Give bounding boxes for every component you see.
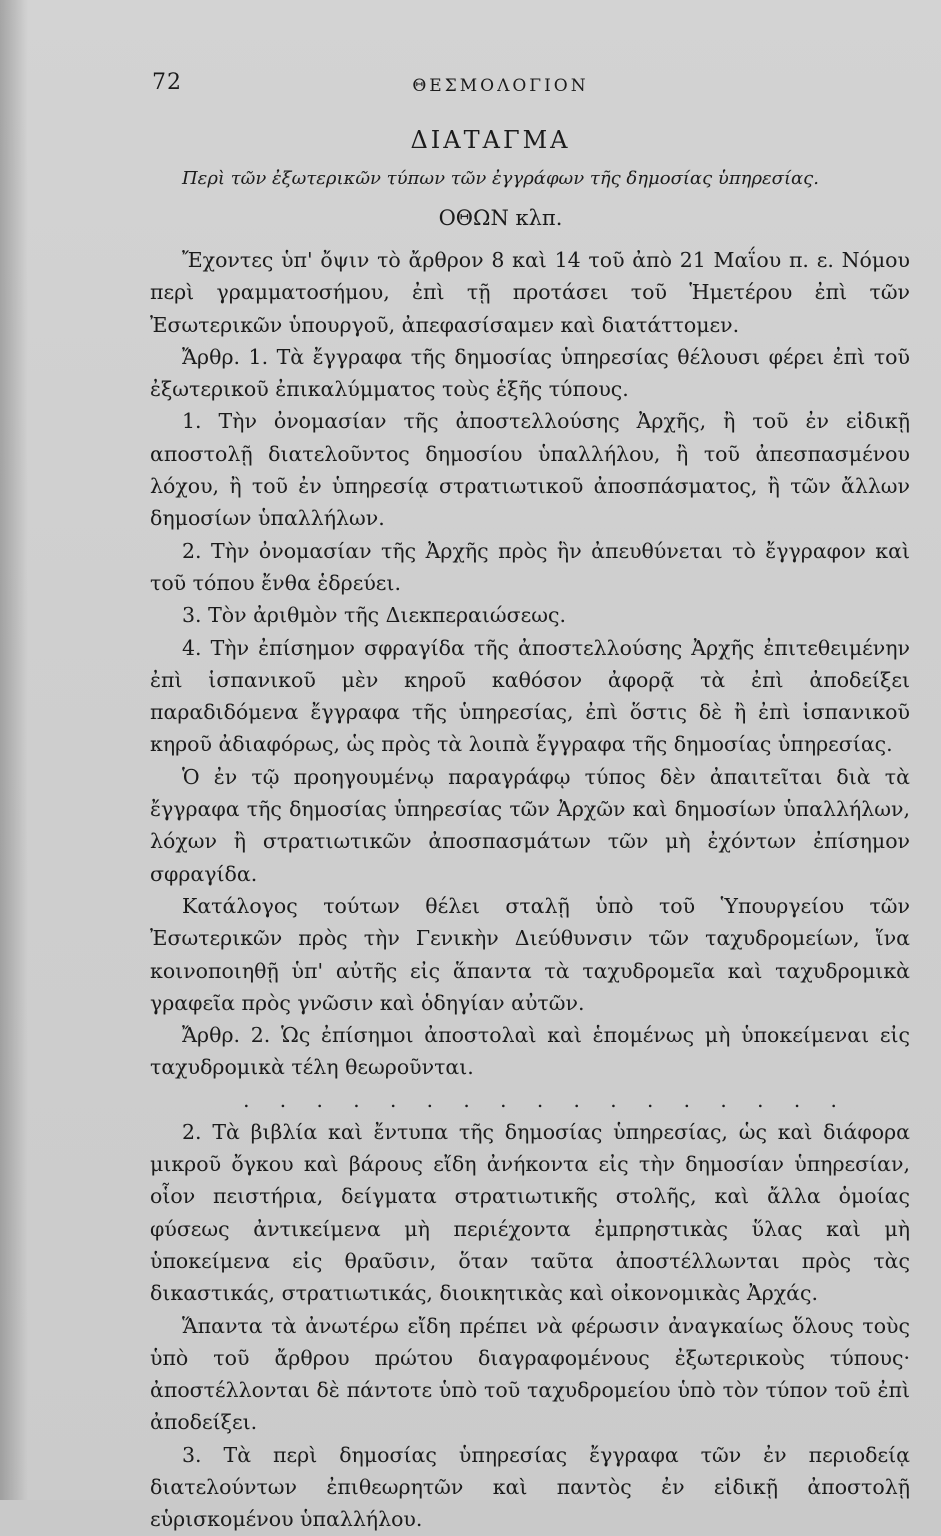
paragraph-item-1: 1. Τὴν ὀνομασίαν τῆς ἀποστελλούσης Ἀρχῆς, ἢ τοῦ ἐν εἰδικῇ αποστολῇ διατελοῦντος δημοσίου ὑπαλλήλου, ἢ τοῦ ἀπεσπασμένου λόχου, ἢ τοῦ ἐν ὑπηρεσίᾳ στρατιωτικοῦ ἀποσπάσματος, ἢ τῶν ἄλλων δημοσίων ὑπαλλήλων. — [150, 409, 910, 531]
document-subtitle: Περὶ τῶν ἐξωτερικῶν τύπων τῶν ἐγγράφων τῆς δημοσίας ὑπηρεσίας. — [181, 168, 819, 189]
paragraph-article-1: Ἄρθρ. 1. Τὰ ἔγγραφα τῆς δημοσίας ὑπηρεσίας θέλουσι φέρει ἐπὶ τοῦ ἐξωτερικοῦ ἐπικαλύμματος τοὺς ἑξῆς τύπους. — [150, 344, 910, 402]
sovereign-line: ΟΘΩΝ κλπ. — [438, 206, 563, 230]
paragraph-catalogue: Κατάλογος τούτων θέλει σταλῇ ὑπὸ τοῦ Ὑπουργείου τῶν Ἐσωτερικῶν πρὸς τὴν Γενικὴν Διεύθυνσιν τῶν ταχυδρομείων, ἵνα κοινοποιηθῇ ὑπ' αὐτῆς εἰς ἅπαντα τὰ ταχυδρομεῖα καὶ ταχυδρομικὰ γραφεῖα πρὸς γνῶσιν καὶ ὁδηγίαν αὐτῶν. — [150, 893, 910, 1015]
paragraph-item-4: 4. Τὴν ἐπίσημον σφραγίδα τῆς ἀποστελλούσης Ἀρχῆς ἐπιτεθειμένην ἐπὶ ἱσπανικοῦ μὲν κηροῦ καθόσον ἀφορᾷ τὰ ἐπὶ ἀποδείξει παραδιδόμενα ἔγγραφα τῆς ὑπηρεσίας, ἐπὶ ὅστις δὲ ἢ ἐπὶ ἱσπανικοῦ κηροῦ ἀδιαφόρως, ὡς πρὸς τὰ λοιπὰ ἔγγραφα τῆς δημοσίας ὑπηρεσίας. — [150, 635, 910, 757]
paragraph-article-2: Ἄρθρ. 2. Ὡς ἐπίσημοι ἀποστολαὶ καὶ ἑπομένως μὴ ὑποκείμεναι εἰς ταχυδρομικὰ τέλη θεωροῦνται. — [150, 1023, 910, 1080]
running-head: ΘΕΣΜΟΛΟΓΙΟΝ — [412, 76, 589, 96]
page-number: 72 — [152, 70, 182, 95]
paragraph-article-2-item-3: 3. Τὰ περὶ δημοσίας ὑπηρεσίας ἔγγραφα τῶν ἐν περιοδείᾳ διατελούντων ἐπιθεωρητῶν καὶ παντὸς ἐν εἰδικῇ ἀποστολῇ εὑρισκομένου ὑπαλλήλου. — [150, 1442, 910, 1532]
paragraph-item-3: 3. Τὸν ἀριθμὸν τῆς Διεκπεραιώσεως. — [182, 603, 566, 628]
paragraph-exception: Ὁ ἐν τῷ προηγουμένῳ παραγράφῳ τύπος δὲν ἀπαιτεῖται διὰ τὰ ἔγγραφα τῆς δημοσίας ὑπηρεσίας τῶν Ἀρχῶν καὶ δημοσίων ὑπαλλήλων, λόχων ἢ στρατιωτικῶν ἀποσπασμάτων τῶν μὴ ἐχόντων ἐπίσημον σφραγίδα. — [150, 764, 910, 886]
paragraph-item-2: 2. Τὴν ὀνομασίαν τῆς Ἀρχῆς πρὸς ἣν ἀπευθύνεται τὸ ἔγγραφον καὶ τοῦ τόπου ἔνθα ἑδρεύει. — [150, 538, 910, 595]
ellipsis-line: . . . . . . . . . . . . . . . . . — [243, 1087, 849, 1112]
document-title: ΔΙΑΤΑΓΜΑ — [410, 126, 571, 154]
paragraph-article-2-item-2: 2. Τὰ βιβλία καὶ ἔντυπα τῆς δημοσίας ὑπηρεσίας, ὡς καὶ διάφορα μικροῦ ὄγκου καὶ βάρους εἴδη ἀνήκοντα εἰς τὴν δημοσίαν ὑπηρεσίαν, οἷον πειστήρια, δείγματα στρατιωτικῆς στολῆς, καὶ ἄλλα ὁμοίας φύσεως ἀντικείμενα μὴ περιέχοντα ἐμπρηστικὰς ὕλας καὶ μὴ ὑποκείμενα εἰς θραῦσιν, ὅταν ταῦτα ἀποστέλλωνται πρὸς τὰς δικαστικάς, στρατιωτικάς, διοικητικὰς καὶ οἰκονομικὰς Ἀρχάς. — [150, 1119, 910, 1306]
paragraph-preamble: Ἔχοντες ὑπ' ὄψιν τὸ ἄρθρον 8 καὶ 14 τοῦ ἀπὸ 21 Μαΐου π. ε. Νόμου περὶ γραμματοσήμου, ἐπὶ τῇ προτάσει τοῦ Ἡμετέρου ἐπὶ τῶν Ἐσωτερικῶν ὑπουργοῦ, ἀπεφασίσαμεν καὶ διατάττομεν. — [150, 248, 910, 337]
body-text — [150, 236, 910, 1536]
paragraph-all-items: Ἅπαντα τὰ ἀνωτέρω εἴδη πρέπει νὰ φέρωσιν ἀναγκαίως ὅλους τοὺς ὑπὸ τοῦ ἄρθρου πρώτου διαγραφομένους ἐξωτερικοὺς τύπους· ἀποστέλλονται δὲ πάντοτε ὑπὸ τοῦ ταχυδρομείου ὑπὸ τὸν τύπον τοῦ ἐπὶ ἀποδείξει. — [150, 1313, 910, 1435]
